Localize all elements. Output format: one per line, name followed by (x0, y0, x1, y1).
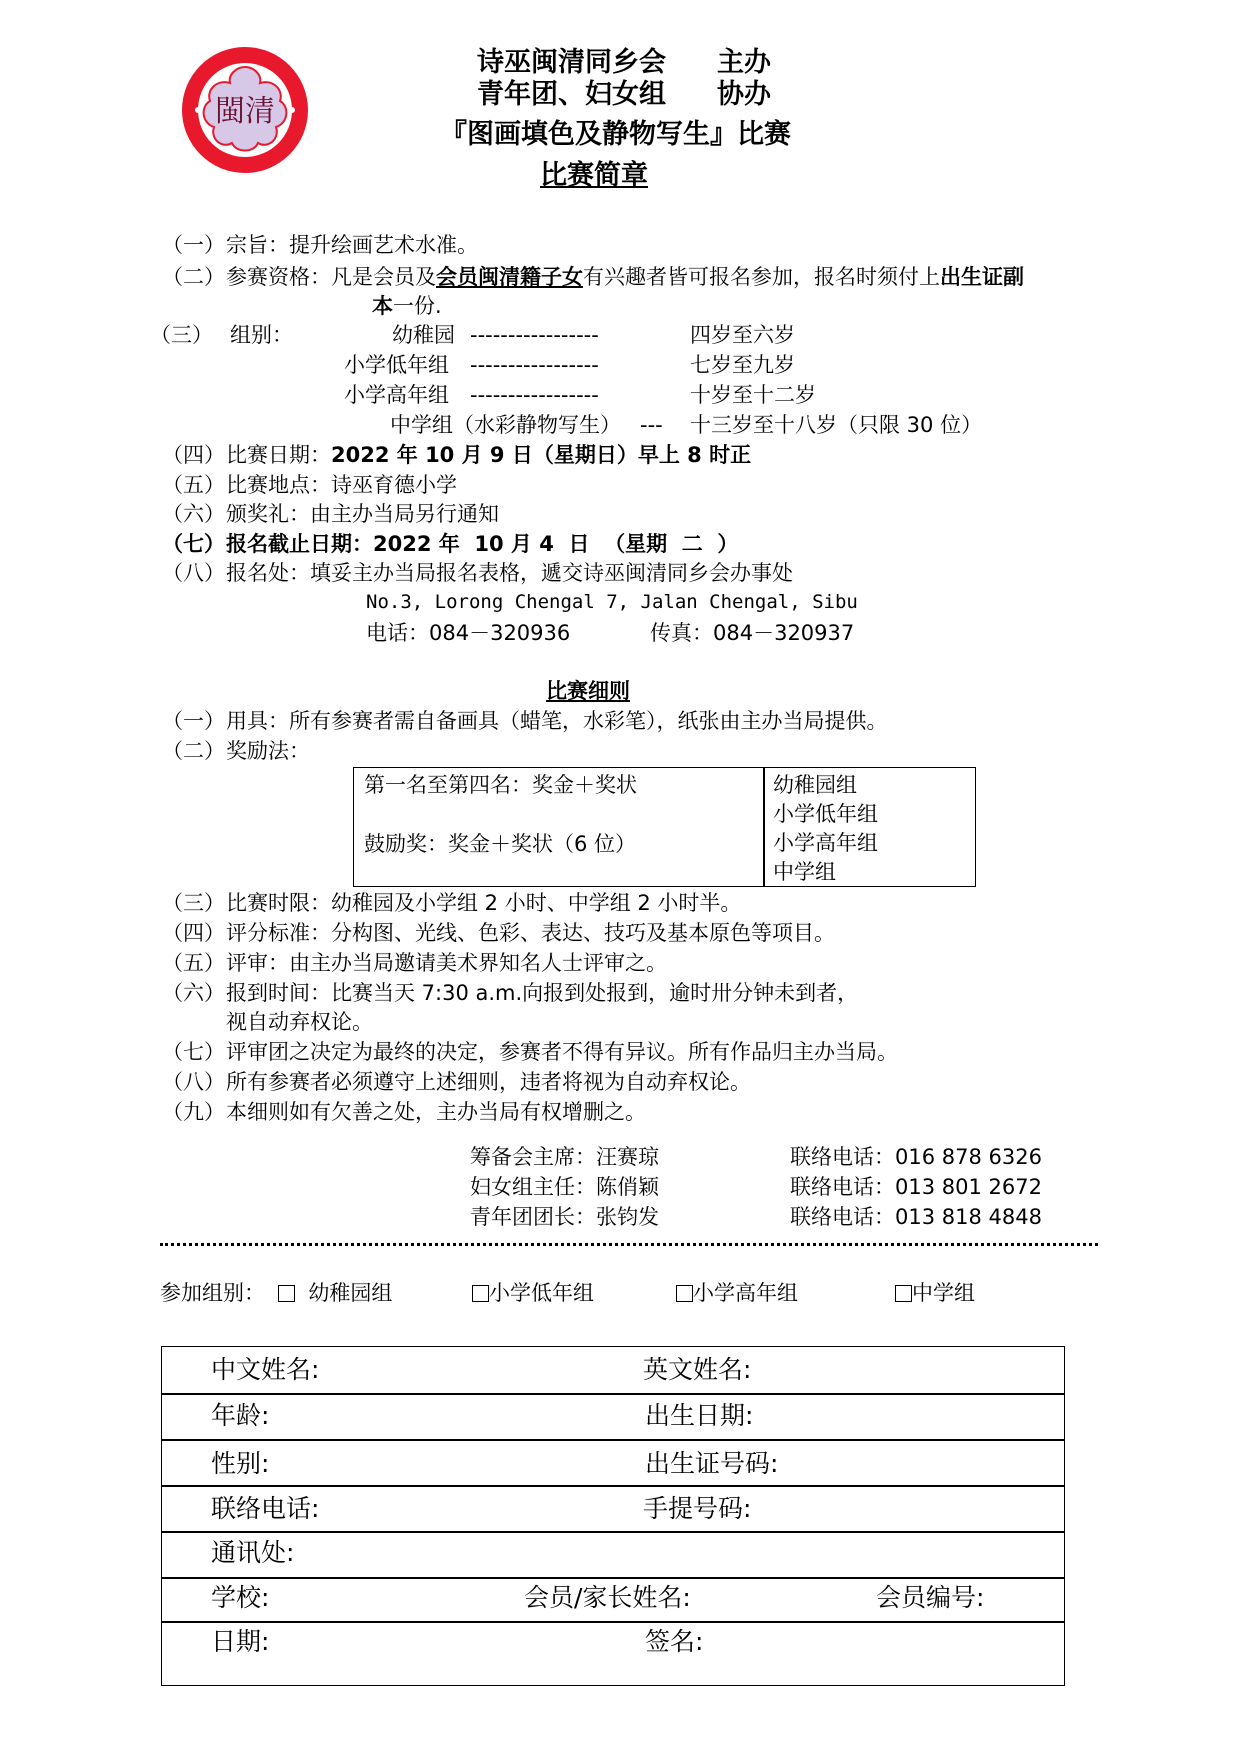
award-group: 幼稚园组 (773, 773, 857, 797)
group-ages: 四岁至六岁 (690, 323, 795, 347)
fax-number: 传真：084－320937 (650, 621, 855, 645)
school-field[interactable]: 学校: (211, 1583, 270, 1612)
cut-line-divider (160, 1243, 1098, 1246)
item-number: （八） (162, 1070, 225, 1094)
rule-amendment: 本细则如有欠善之处，主办当局有权增删之。 (226, 1100, 646, 1124)
registration-place: 报名处：填妥主办当局报名表格，遞交诗巫闽清同乡会办事处 (226, 561, 793, 585)
rule-check-in-cont: 视自动弃权论。 (226, 1010, 373, 1034)
item-number: （二） (162, 265, 225, 289)
item-number: （六） (162, 981, 225, 1005)
rule-compliance: 所有参赛者必须遵守上述细则，违者将视为自动弃权论。 (226, 1070, 751, 1094)
address: No.3, Lorong Chengal 7, Jalan Chengal, Sibu (366, 591, 858, 613)
group-ages: 十岁至十二岁 (690, 383, 816, 407)
group-option-kindergarten[interactable]: 幼稚园组 (278, 1280, 392, 1306)
svg-text:閩清: 閩清 (215, 94, 275, 129)
group-name: 幼稚园 (392, 323, 455, 347)
co-organizer-name: 青年团、妇女组 (477, 79, 666, 110)
co-organizer-role: 协办 (717, 79, 771, 110)
date-field[interactable]: 日期: (211, 1627, 270, 1656)
item-number: （二） (162, 739, 225, 763)
contact-phone: 联络电话：016 878 6326 (790, 1145, 1042, 1169)
parent-name-field[interactable]: 会员/家长姓名: (524, 1583, 691, 1612)
registration-deadline: 报名截止日期：2022 年 10 月 4 日 （星期 二 ） (226, 532, 739, 556)
event-venue: 比赛地点：诗巫育德小学 (226, 473, 457, 497)
group-option-secondary[interactable]: 中学组 (895, 1280, 975, 1306)
item-number: （五） (162, 951, 225, 975)
association-emblem-icon (180, 45, 310, 175)
mobile-field[interactable]: 手提号码: (643, 1494, 752, 1523)
eligibility-text-cont: 本一份. (372, 294, 442, 318)
group-dashes: ----------------- (470, 353, 599, 377)
item-number: （一） (162, 233, 225, 257)
checkbox-icon[interactable] (278, 1285, 295, 1302)
group-name: 中学组（水彩静物写生） (390, 413, 621, 437)
english-name-field[interactable]: 英文姓名: (643, 1355, 752, 1384)
award-consolation: 鼓励奖：奖金＋奖状（6 位） (364, 832, 637, 856)
rule-scoring: 评分标准：分构图、光线、色彩、表达、技巧及基本原色等项目。 (226, 921, 835, 945)
groups-label: 组别： (230, 323, 293, 347)
award-top-prizes: 第一名至第四名：奖金＋奖状 (364, 773, 637, 797)
rule-equipment: 用具：所有参赛者需自备画具（蜡笔，水彩笔），纸张由主办当局提供。 (226, 709, 888, 733)
contact-role: 筹备会主席：汪赛琼 (470, 1145, 659, 1169)
checkbox-icon[interactable] (472, 1285, 489, 1302)
member-no-field[interactable]: 会员编号: (876, 1583, 985, 1612)
group-option-upper-primary[interactable]: 小学高年组 (676, 1280, 798, 1306)
item-number: （五） (162, 473, 225, 497)
rule-judging: 评审：由主办当局邀请美术界知名人士评审之。 (226, 951, 667, 975)
page-subtitle: 比赛简章 (540, 160, 648, 191)
group-name: 小学低年组 (344, 353, 449, 377)
award-table (353, 767, 976, 887)
group-dashes: ----------------- (470, 323, 599, 347)
group-option-lower-primary[interactable]: 小学低年组 (472, 1280, 594, 1306)
contact-phone: 联络电话：013 818 4848 (790, 1205, 1042, 1229)
checkbox-icon[interactable] (895, 1285, 912, 1302)
event-date: 比赛日期：2022 年 10 月 9 日（星期日）早上 8 时正 (226, 443, 752, 467)
group-ages: 七岁至九岁 (690, 353, 795, 377)
event-title: 『图画填色及静物写生』比赛 (440, 119, 791, 150)
item-number: （七） (162, 532, 225, 556)
contact-role: 青年团团长：张钧发 (470, 1205, 659, 1229)
group-dashes: --- (640, 413, 663, 437)
contact-phone-field[interactable]: 联络电话: (211, 1494, 320, 1523)
purpose-text: 宗旨：提升绘画艺术水准。 (226, 233, 478, 257)
item-number: （四） (162, 443, 225, 467)
rule-awards: 奖励法： (226, 739, 310, 763)
award-group: 中学组 (773, 860, 836, 884)
gender-field[interactable]: 性别: (211, 1449, 270, 1478)
item-number: （七） (162, 1040, 225, 1064)
birth-cert-field[interactable]: 出生证号码: (645, 1449, 779, 1478)
organizer-name: 诗巫闽清同乡会 (477, 47, 666, 78)
organizer-role: 主办 (717, 47, 771, 78)
age-field[interactable]: 年龄: (211, 1401, 270, 1430)
signature-field[interactable]: 签名: (645, 1627, 704, 1656)
item-number: （六） (162, 502, 225, 526)
rule-check-in: 报到时间：比赛当天 7:30 a.m.向报到处报到，逾时卅分钟未到者， (226, 981, 859, 1005)
contact-phone: 联络电话：013 801 2672 (790, 1175, 1042, 1199)
birth-date-field[interactable]: 出生日期: (645, 1401, 754, 1430)
item-number: （八） (162, 561, 225, 585)
award-group: 小学高年组 (773, 831, 878, 855)
award-group: 小学低年组 (773, 802, 878, 826)
rule-final-decision: 评审团之决定为最终的决定，参赛者不得有异议。所有作品归主办当局。 (226, 1040, 898, 1064)
rule-time-limit: 比赛时限：幼稚园及小学组 2 小时、中学组 2 小时半。 (226, 891, 742, 915)
chinese-name-field[interactable]: 中文姓名: (211, 1355, 320, 1384)
item-number: （一） (162, 709, 225, 733)
contact-role: 妇女组主任：陈俏颖 (470, 1175, 659, 1199)
rules-title: 比赛细则 (546, 679, 630, 703)
group-dashes: ----------------- (470, 383, 599, 407)
phone-number: 电话：084－320936 (366, 621, 571, 645)
item-number: （三） (162, 891, 225, 915)
group-name: 小学高年组 (344, 383, 449, 407)
item-number: （三） (150, 323, 213, 347)
item-number: （九） (162, 1100, 225, 1124)
group-select-label: 参加组别： (160, 1281, 265, 1305)
checkbox-icon[interactable] (676, 1285, 693, 1302)
registration-form (161, 1346, 1065, 1686)
award-ceremony: 颁奖礼：由主办当局另行通知 (226, 502, 499, 526)
eligibility-text: 参赛资格：凡是会员及会员闽清籍子女有兴趣者皆可报名参加，报名时须付上出生证副 (226, 265, 1024, 289)
item-number: （四） (162, 921, 225, 945)
address-field[interactable]: 通讯处: (211, 1538, 295, 1567)
group-ages: 十三岁至十八岁（只限 30 位） (690, 413, 983, 437)
